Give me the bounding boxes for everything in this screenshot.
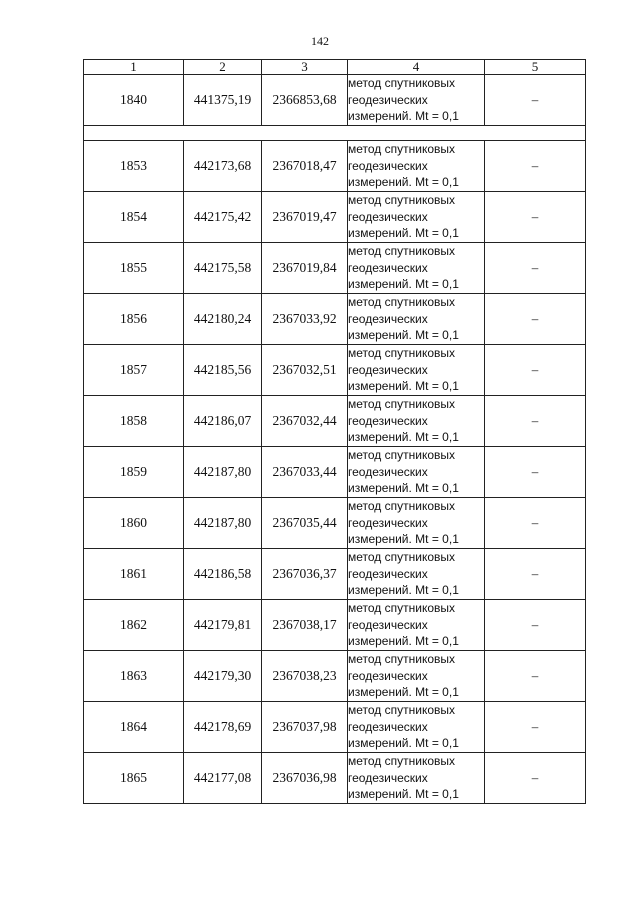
method-text: метод спутниковых [348, 193, 456, 208]
empty-value-dash: – [485, 600, 586, 651]
method-cell [348, 141, 485, 192]
y-coordinate: 2367036,98 [262, 753, 348, 804]
method-text: геодезических [348, 260, 428, 275]
x-coordinate: 442180,24 [184, 294, 262, 345]
method-text: измерений. Mt = 0,1 [348, 685, 459, 700]
x-coordinate: 442179,81 [184, 600, 262, 651]
method-cell [348, 396, 485, 447]
point-number: 1859 [84, 447, 184, 498]
x-coordinate: 442186,58 [184, 549, 262, 600]
method-text: измерений. Mt = 0,1 [348, 481, 459, 496]
x-coordinate: 442175,58 [184, 243, 262, 294]
y-coordinate: 2367018,47 [262, 141, 348, 192]
point-number: 1840 [84, 75, 184, 126]
empty-value-dash: – [485, 702, 586, 753]
method-cell [348, 345, 485, 396]
x-coordinate: 442178,69 [184, 702, 262, 753]
method-text: метод спутниковых [348, 244, 456, 259]
header-cell: 5 [485, 60, 586, 75]
method-text: геодезических [348, 311, 428, 326]
method-cell [348, 549, 485, 600]
x-coordinate: 442177,08 [184, 753, 262, 804]
method-text: метод спутниковых [348, 142, 456, 157]
y-coordinate: 2367035,44 [262, 498, 348, 549]
empty-value-dash: – [485, 396, 586, 447]
method-text: геодезических [348, 362, 428, 377]
y-coordinate: 2367032,51 [262, 345, 348, 396]
method-text: измерений. Mt = 0,1 [348, 175, 459, 190]
method-text: измерений. Mt = 0,1 [348, 430, 459, 445]
header-cell: 1 [84, 60, 184, 75]
method-text: измерений. Mt = 0,1 [348, 379, 459, 394]
separator-cell [84, 126, 586, 141]
point-number: 1860 [84, 498, 184, 549]
point-number: 1864 [84, 702, 184, 753]
method-text: геодезических [348, 719, 428, 734]
y-coordinate: 2367019,47 [262, 192, 348, 243]
table-row [84, 243, 586, 294]
header-cell: 3 [262, 60, 348, 75]
method-text: метод спутниковых [348, 295, 456, 310]
method-cell [348, 702, 485, 753]
method-text: измерений. Mt = 0,1 [348, 109, 459, 124]
method-cell [348, 753, 485, 804]
method-text: метод спутниковых [348, 703, 456, 718]
table-row [84, 651, 586, 702]
y-coordinate: 2367019,84 [262, 243, 348, 294]
empty-value-dash: – [485, 753, 586, 804]
x-coordinate: 442179,30 [184, 651, 262, 702]
point-number: 1854 [84, 192, 184, 243]
x-coordinate: 442175,42 [184, 192, 262, 243]
method-text: измерений. Mt = 0,1 [348, 277, 459, 292]
point-number: 1857 [84, 345, 184, 396]
table-row [84, 549, 586, 600]
y-coordinate: 2367037,98 [262, 702, 348, 753]
method-text: измерений. Mt = 0,1 [348, 226, 459, 241]
method-text: измерений. Mt = 0,1 [348, 328, 459, 343]
x-coordinate: 442187,80 [184, 447, 262, 498]
point-number: 1858 [84, 396, 184, 447]
table-row [84, 141, 586, 192]
method-text: геодезических [348, 464, 428, 479]
method-text: геодезических [348, 413, 428, 428]
method-text: метод спутниковых [348, 601, 456, 616]
empty-value-dash: – [485, 243, 586, 294]
y-coordinate: 2367036,37 [262, 549, 348, 600]
point-number: 1861 [84, 549, 184, 600]
method-text: метод спутниковых [348, 652, 456, 667]
table-row [84, 498, 586, 549]
empty-value-dash: – [485, 498, 586, 549]
point-number: 1856 [84, 294, 184, 345]
method-text: измерений. Mt = 0,1 [348, 532, 459, 547]
x-coordinate: 442185,56 [184, 345, 262, 396]
y-coordinate: 2366853,68 [262, 75, 348, 126]
method-cell [348, 75, 485, 126]
separator-row [84, 126, 586, 141]
point-number: 1863 [84, 651, 184, 702]
point-number: 1855 [84, 243, 184, 294]
method-text: метод спутниковых [348, 499, 456, 514]
method-cell [348, 600, 485, 651]
method-text: геодезических [348, 92, 428, 107]
y-coordinate: 2367032,44 [262, 396, 348, 447]
method-text: геодезических [348, 617, 428, 632]
empty-value-dash: – [485, 651, 586, 702]
method-text: геодезических [348, 566, 428, 581]
table-row [84, 294, 586, 345]
table-row [84, 702, 586, 753]
point-number: 1862 [84, 600, 184, 651]
method-text: метод спутниковых [348, 754, 456, 769]
header-cell: 4 [348, 60, 485, 75]
method-text: измерений. Mt = 0,1 [348, 787, 459, 802]
table-row [84, 396, 586, 447]
y-coordinate: 2367038,17 [262, 600, 348, 651]
y-coordinate: 2367033,92 [262, 294, 348, 345]
empty-value-dash: – [485, 549, 586, 600]
method-cell [348, 498, 485, 549]
method-text: метод спутниковых [348, 346, 456, 361]
method-text: метод спутниковых [348, 397, 456, 412]
method-text: геодезических [348, 158, 428, 173]
method-text: метод спутниковых [348, 550, 456, 565]
point-number: 1865 [84, 753, 184, 804]
empty-value-dash: – [485, 141, 586, 192]
empty-value-dash: – [485, 75, 586, 126]
method-cell [348, 192, 485, 243]
point-number: 1853 [84, 141, 184, 192]
page-number: 142 [311, 34, 329, 48]
method-text: измерений. Mt = 0,1 [348, 583, 459, 598]
method-cell [348, 651, 485, 702]
method-text: геодезических [348, 209, 428, 224]
empty-value-dash: – [485, 192, 586, 243]
method-cell [348, 243, 485, 294]
table-row [84, 75, 586, 126]
method-text: геодезических [348, 515, 428, 530]
method-text: геодезических [348, 770, 428, 785]
method-text: метод спутниковых [348, 448, 456, 463]
header-row [84, 60, 586, 75]
coordinates-table [83, 59, 586, 804]
method-text: измерений. Mt = 0,1 [348, 634, 459, 649]
method-text: измерений. Mt = 0,1 [348, 736, 459, 751]
method-text: метод спутниковых [348, 76, 456, 91]
table-row [84, 345, 586, 396]
x-coordinate: 442187,80 [184, 498, 262, 549]
header-cell: 2 [184, 60, 262, 75]
empty-value-dash: – [485, 447, 586, 498]
empty-value-dash: – [485, 294, 586, 345]
table-row [84, 192, 586, 243]
table-row [84, 447, 586, 498]
y-coordinate: 2367038,23 [262, 651, 348, 702]
x-coordinate: 442173,68 [184, 141, 262, 192]
table-row [84, 600, 586, 651]
method-cell [348, 447, 485, 498]
method-text: геодезических [348, 668, 428, 683]
y-coordinate: 2367033,44 [262, 447, 348, 498]
x-coordinate: 442186,07 [184, 396, 262, 447]
method-cell [348, 294, 485, 345]
x-coordinate: 441375,19 [184, 75, 262, 126]
table-row [84, 753, 586, 804]
empty-value-dash: – [485, 345, 586, 396]
